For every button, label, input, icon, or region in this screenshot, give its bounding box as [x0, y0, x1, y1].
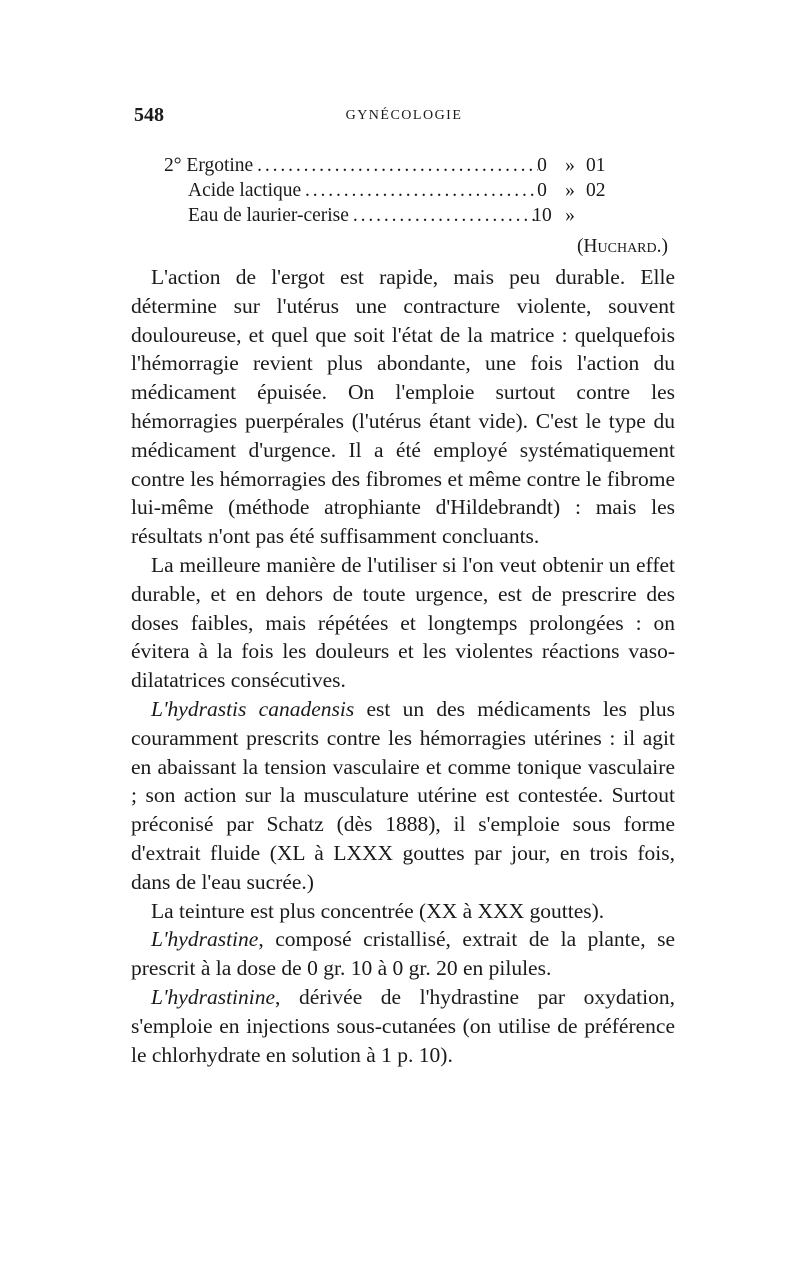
paragraph-ergot-usage [131, 551, 675, 695]
running-title: GYNÉCOLOGIE [345, 108, 463, 123]
paragraph-text: est un des médicaments les plus couramment prescrits contre les hémorragies utérines : il agit en abaissant la tension vasculaire et comme tonique vasculaire ; son action sur la musculature utérine est contestée. Surtout préconisé par Schatz (dès 1888), il s'emploie sous forme d'extrait fluide (XL à LXXX gouttes par jour, en trois fois, dans de l'eau sucrée.) [131, 696, 675, 894]
ingredient-name: Acide lactique . . . [188, 178, 538, 203]
ingredient-name: Eau de laurier-cerise . . . [188, 203, 538, 228]
dose-decimal: 02 [586, 180, 606, 201]
paragraph-text: , dérivée de l'hydrastine par oxydation, s'emploie en injections sous-cutanées (on utilise de préférence le chlorhydrate en solution à 1 p. 10). [131, 984, 675, 1067]
dose-integer: 0 [537, 180, 547, 201]
dose-integer: 0 [537, 155, 547, 176]
paragraph-text: L'action de l'ergot est rapide, mais peu durable. Elle détermine sur l'utérus une contracture violente, souvent douloureuse, et quel que soit l'état de la matrice : quelquefois l'hémorragie revient plus abondante, une fois l'action du médicament épuisée. On l'emploie surtout contre les hémorragies puerpérales (l'utérus étant vide). C'est le type du médicament d'urgence. Il a été employé systématiquement contre les hémorragies des fibromes et même contre le fibrome lui-même (méthode atrophiante d'Hildebrandt) : mais les résultats n'ont pas été suffisamment concluants. [131, 265, 675, 549]
formula-row [134, 153, 674, 178]
attribution-text: (Huchard.) [576, 236, 668, 257]
ingredient-name: 2° Ergotine . . . [164, 153, 538, 178]
formula-row [134, 203, 674, 228]
dose-separator: » [565, 155, 575, 176]
drug-name: L'hydrastine [151, 927, 259, 952]
dose-integer: 10 [532, 205, 552, 226]
formula-attribution [134, 228, 674, 262]
dose-decimal: 01 [586, 155, 606, 176]
paragraph-text: , composé cristallisé, extrait de la plante, se prescrit à la dose de 0 gr. 10 à 0 gr. 20 en pilules. [131, 927, 675, 981]
prescription-formula [134, 153, 674, 262]
page-number: 548 [134, 104, 164, 126]
paragraph-text: La teinture est plus concentrée (XX à XXX gouttes). [151, 898, 605, 923]
body-text [131, 263, 675, 1069]
formula-row [134, 178, 674, 203]
running-head [134, 104, 674, 130]
paragraph-text: La meilleure manière de l'utiliser si l'on veut obtenir un effet durable, et en dehors de toute urgence, est de prescrire des doses faibles, mais répétées et longtemps prolongées : on évitera à la fois les douleurs et les violentes réactions vaso-dilatatrices consécutives. [131, 552, 675, 693]
drug-name: L'hydrastinine [151, 984, 276, 1009]
paragraph-hydrastis [131, 695, 675, 897]
paragraph-hydrastinine [131, 983, 675, 1069]
paragraph-ergot-action [131, 263, 675, 551]
paragraph-teinture [131, 897, 675, 926]
drug-name: L'hydrastis canadensis [151, 696, 355, 721]
paragraph-hydrastine [131, 925, 675, 983]
dose-separator: » [565, 205, 575, 226]
dose-separator: » [565, 180, 575, 201]
